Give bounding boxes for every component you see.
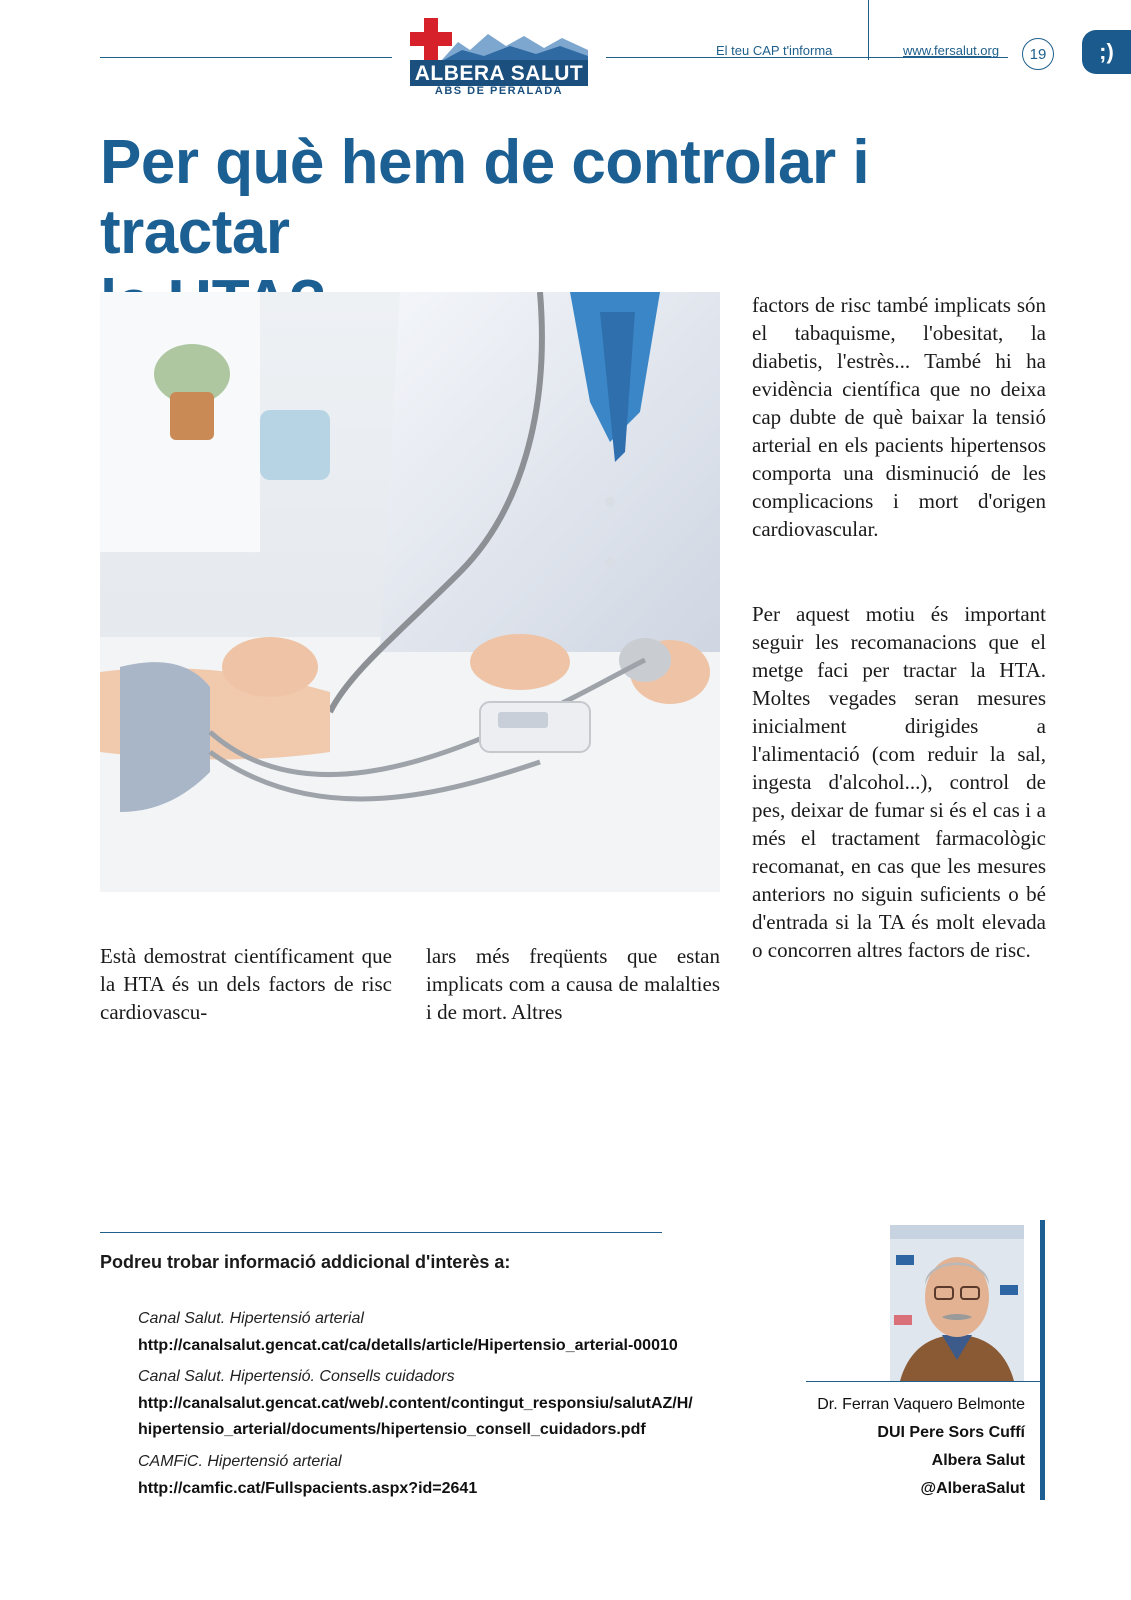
references-rule <box>100 1232 662 1233</box>
article-column-3-paragraph-2: Per aquest motiu és important seguir les recomanacions que el metge faci per tractar la HTA. Moltes vegades seran mesures inicialment dirigides a l'alimentació (com reduir la sal, ingesta d'alcohol...), control de pes, deixar de fumar si és el cas i a més el tractament farmacològic recomanat, en cas que les mesures anteriors no siguin suficients o bé d'entrada si la TA és molt elevada o concorren altres factors de risc. <box>752 602 1046 962</box>
reference-link-continued[interactable]: hipertensio_arterial/documents/hipertensio_consell_cuidadors.pdf <box>138 1421 646 1438</box>
mountain-logo-icon <box>440 28 588 62</box>
reference-link[interactable]: http://canalsalut.gencat.cat/ca/detalls/article/Hipertensio_arterial-00010 <box>138 1337 678 1354</box>
article-column-3-paragraph-1: factors de risc també implicats són el tabaquisme, l'obesitat, la diabetis, l'estrès... També hi ha evidència científica que no deixa cap dubte de què baixar la tensió arterial en els pacients hipertensos comporta una disminució de les complicacions i mort d'origen cardiovascular. <box>752 293 1046 541</box>
references-heading: Podreu trobar informació addicional d'interès a: <box>100 1252 511 1272</box>
author-rule <box>806 1381 1040 1382</box>
author-name: Dr. Ferran Vaquero Belmonte <box>817 1396 1025 1413</box>
author-role: DUI Pere Sors Cuffí <box>877 1424 1025 1441</box>
page-number: 19 <box>1022 38 1054 70</box>
logo-name: ALBERA SALUT <box>410 60 588 86</box>
smiley-tab-icon: ;) <box>1082 30 1131 74</box>
reference-link[interactable]: http://canalsalut.gencat.cat/web/.content/contingut_responsiu/salutAZ/H/ <box>138 1395 693 1412</box>
logo-subtitle: ABS DE PERALADA <box>434 85 564 97</box>
reference-link[interactable]: http://camfic.cat/Fullspacients.aspx?id=2641 <box>138 1480 478 1497</box>
article-column-2: lars més freqüents que estan implicats com a causa de malalties i de mort. Altres <box>426 944 720 1024</box>
author-accent-bar <box>1040 1220 1045 1500</box>
section-label: El teu CAP t'informa <box>716 43 833 58</box>
header-rule-left <box>100 57 392 58</box>
article-column-1: Està demostrat científicament que la HTA és un dels factors de risc cardiovascu- <box>100 944 392 1024</box>
header-divider <box>868 0 869 60</box>
reference-name: Canal Salut. Hipertensió arterial <box>138 1310 364 1327</box>
title-line-1: Per què hem de controlar i tractar <box>100 128 870 267</box>
blood-pressure-photo <box>100 292 720 892</box>
website-link[interactable]: www.fersalut.org <box>903 43 1000 58</box>
albera-salut-logo[interactable] <box>410 18 588 98</box>
reference-name: CAMFiC. Hipertensió arterial <box>138 1453 342 1470</box>
author-organization: Albera Salut <box>931 1452 1025 1469</box>
author-photo <box>890 1225 1024 1381</box>
reference-name: Canal Salut. Hipertensió. Consells cuidadors <box>138 1368 455 1385</box>
author-handle[interactable]: @AlberaSalut <box>920 1480 1025 1497</box>
